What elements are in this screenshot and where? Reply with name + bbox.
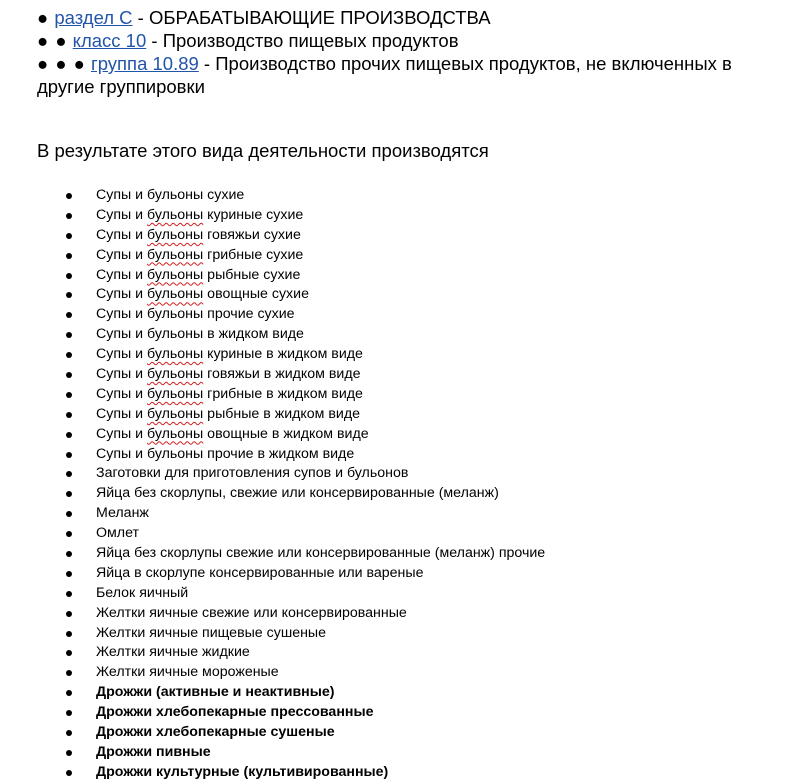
spellcheck-word: бульоны [147, 366, 204, 383]
spellcheck-word: бульоны [147, 226, 204, 243]
bullet-icon [66, 213, 72, 219]
list-item [0, 643, 799, 663]
list-item [0, 425, 799, 445]
list-item-text-part: Дрожжи хлебопекарные прессованные [96, 704, 374, 721]
list-item-text-part: Супы и [96, 286, 148, 303]
list-item-text-part: Супы и бульоны прочие в жидком виде [96, 445, 355, 462]
section-link[interactable]: раздел С [54, 7, 133, 28]
bullet-icon [66, 770, 72, 776]
list-item [0, 703, 799, 723]
bullet-icon [66, 412, 72, 418]
list-item [0, 524, 799, 544]
list-item-text-part: Супы и [96, 246, 148, 263]
bullet-icon [66, 650, 72, 656]
breadcrumb-group [37, 52, 793, 98]
list-item-text [96, 663, 279, 683]
spellcheck-word: бульоны [147, 246, 204, 263]
list-item-text [96, 186, 244, 206]
product-list [0, 186, 799, 783]
list-item [0, 723, 799, 743]
list-item-text-part: Супы и [96, 366, 148, 383]
list-item-text [96, 206, 303, 226]
list-item [0, 624, 799, 644]
bullet-icon [66, 551, 72, 557]
list-item-text-part: Яйца без скорлупы, свежие или консервированные (меланж) [96, 485, 499, 502]
bullet-icon [66, 750, 72, 756]
list-item [0, 663, 799, 683]
list-item-text [96, 445, 354, 465]
bullet-icon [66, 571, 72, 577]
list-item-text [96, 425, 369, 445]
list-item [0, 345, 799, 365]
list-item [0, 464, 799, 484]
list-item-text-part: грибные сухие [203, 246, 304, 263]
list-item-text-part: куриные в жидком виде [203, 346, 363, 363]
list-item-text-part: говяжьи сухие [203, 226, 301, 243]
bullet-icon [66, 253, 72, 259]
spellcheck-word: бульоны [147, 286, 204, 303]
list-item-text-part: Супы и [96, 346, 148, 363]
list-item-text-part: куриные сухие [203, 206, 304, 223]
list-item-text-part: Супы и [96, 385, 148, 402]
products-heading: В результате этого вида деятельности производятся [37, 140, 489, 161]
list-item [0, 504, 799, 524]
bullet-icon [66, 193, 72, 199]
list-item-text-part: Дрожжи хлебопекарные сушеные [96, 724, 335, 741]
list-item-text [96, 484, 499, 504]
list-item-text [96, 365, 361, 385]
list-item-text-part: Заготовки для приготовления супов и бульонов [96, 465, 409, 482]
spellcheck-word: бульоны [147, 266, 204, 283]
spellcheck-word: бульоны [147, 425, 204, 442]
section-title: - ОБРАБАТЫВАЮЩИЕ ПРОИЗВОДСТВА [132, 7, 491, 28]
list-item-text-part: рыбные сухие [203, 266, 301, 283]
list-item [0, 544, 799, 564]
list-item-text-part: рыбные в жидком виде [203, 405, 361, 422]
list-item-text [96, 325, 304, 345]
list-item-text-part: Дрожжи (активные и неактивные) [96, 684, 335, 701]
list-item [0, 604, 799, 624]
bullet-icon [66, 710, 72, 716]
list-item-text-part: Дрожжи культурные (культивированные) [96, 763, 389, 780]
bullet-icon [66, 332, 72, 338]
list-item-text [96, 544, 545, 564]
list-item-text-part: говяжьи в жидком виде [203, 366, 361, 383]
list-item-text-part: Супы и [96, 226, 148, 243]
spellcheck-word: бульоны [147, 346, 204, 363]
bullet-icon [66, 631, 72, 637]
list-item-text [96, 643, 250, 663]
list-item-text [96, 524, 139, 544]
list-item-text-part: Супы и [96, 425, 148, 442]
list-item-text-part: Дрожжи пивные [96, 743, 211, 760]
list-item [0, 305, 799, 325]
list-item-text [96, 464, 408, 484]
bullet-icon [66, 372, 72, 378]
list-item-text-part: Супы и бульоны сухие [96, 187, 245, 203]
breadcrumb [37, 6, 793, 98]
list-item [0, 325, 799, 345]
bullet-icon [66, 511, 72, 517]
group-title: - Производство прочих пищевых продуктов, не включенных в другие группировки [37, 53, 732, 97]
breadcrumb-section [37, 6, 793, 29]
spellcheck-word: бульоны [147, 385, 204, 402]
list-item-text [96, 226, 301, 246]
list-item-text [96, 246, 303, 266]
list-item-text [96, 305, 295, 325]
bullet-icon [66, 471, 72, 477]
list-item-text [96, 266, 300, 286]
list-item [0, 405, 799, 425]
list-item-text-part: Супы и бульоны прочие сухие [96, 306, 295, 323]
list-item [0, 365, 799, 385]
bullet-icon [66, 452, 72, 458]
bullet-icon [66, 531, 72, 537]
list-item-text-part: Яйца в скорлупе консервированные или вареные [96, 564, 424, 581]
bullet-icon [66, 690, 72, 696]
list-item-text-part: овощные сухие [203, 286, 309, 303]
list-item-text [96, 405, 360, 425]
spellcheck-word: бульоны [147, 405, 204, 422]
list-item [0, 285, 799, 305]
list-item-text [96, 723, 335, 743]
list-item [0, 246, 799, 266]
list-item [0, 445, 799, 465]
class-title: - Производство пищевых продуктов [146, 30, 459, 51]
spellcheck-word: бульоны [147, 206, 204, 223]
list-item [0, 266, 799, 286]
list-item-text [96, 385, 363, 405]
list-item-text [96, 564, 423, 584]
list-item [0, 584, 799, 604]
bullet-icon: ● [37, 7, 50, 28]
breadcrumb-class [37, 29, 793, 52]
list-item-text [96, 624, 326, 644]
bullet-icon [66, 730, 72, 736]
bullet-icon [66, 233, 72, 239]
bullet-icon: ● ● ● [37, 53, 86, 74]
list-item-text-part: Супы и [96, 206, 148, 223]
list-item-text-part: Омлет [96, 525, 139, 542]
list-item [0, 206, 799, 226]
bullet-icon [66, 611, 72, 617]
bullet-icon [66, 670, 72, 676]
list-item-text-part: Супы и [96, 405, 148, 422]
bullet-icon [66, 491, 72, 497]
bullet-icon [66, 352, 72, 358]
list-item-text [96, 743, 211, 763]
bullet-icon: ● ● [37, 30, 68, 51]
bullet-icon [66, 432, 72, 438]
group-link[interactable]: группа 10.89 [90, 53, 199, 74]
list-item [0, 743, 799, 763]
list-item-text [96, 683, 334, 703]
list-item [0, 385, 799, 405]
list-item-text-part: Белок яичный [96, 584, 189, 601]
list-item [0, 484, 799, 504]
list-item-text-part: Желтки яичные свежие или консервированные [96, 604, 407, 621]
bullet-icon [66, 292, 72, 298]
bullet-icon [66, 392, 72, 398]
list-item-text [96, 703, 373, 723]
bullet-icon [66, 591, 72, 597]
list-item-text-part: Супы и [96, 266, 148, 283]
list-item-text-part: Желтки яичные пищевые сушеные [96, 624, 327, 641]
bullet-icon [66, 312, 72, 318]
list-item-text-part: овощные в жидком виде [203, 425, 369, 442]
list-item-text-part: Супы и бульоны в жидком виде [96, 326, 304, 343]
list-item-text [96, 345, 363, 365]
list-item [0, 226, 799, 246]
class-link[interactable]: класс 10 [72, 30, 147, 51]
list-item-text-part: Желтки яичные жидкие [96, 644, 250, 661]
list-item-text-part: Желтки яичные мороженые [96, 664, 279, 681]
list-item [0, 564, 799, 584]
list-item [0, 683, 799, 703]
list-item [0, 186, 799, 206]
list-item-text-part: грибные в жидком виде [203, 385, 363, 402]
list-item-text-part: Яйца без скорлупы свежие или консервированные (меланж) прочие [96, 545, 546, 562]
list-item-text [96, 584, 188, 604]
list-item-text [96, 504, 149, 524]
list-item-text-part: Меланж [96, 505, 149, 522]
bullet-icon [66, 273, 72, 279]
list-item-text [96, 285, 309, 305]
list-item-text [96, 604, 407, 624]
